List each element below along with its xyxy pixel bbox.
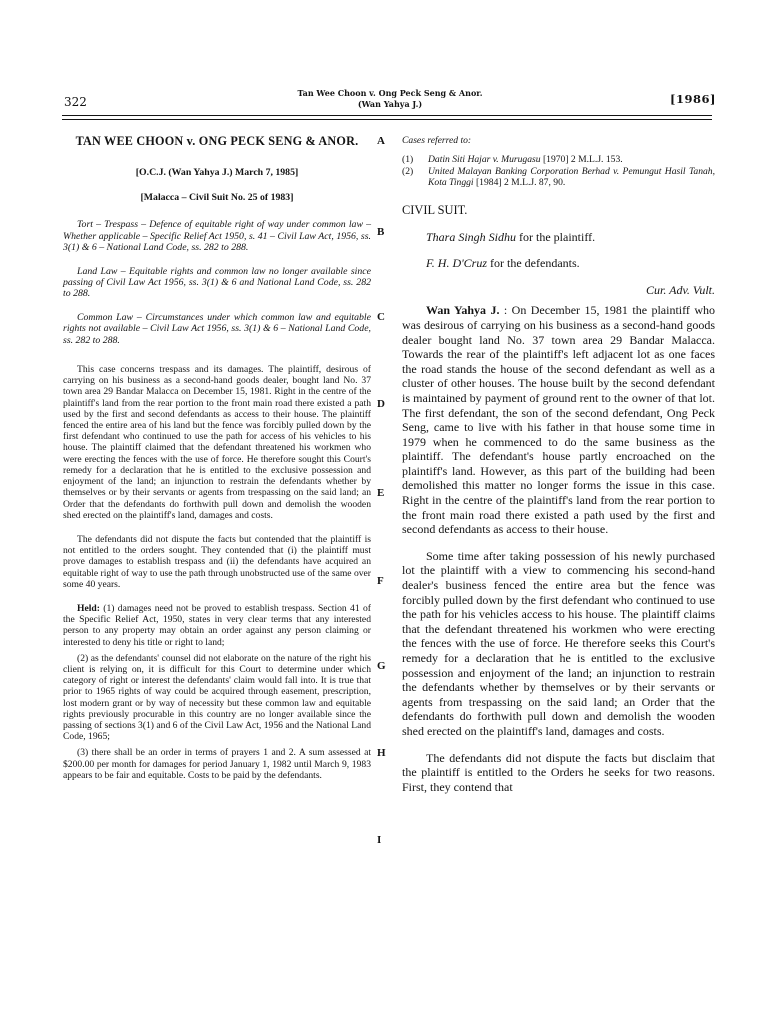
held-2: (2) as the defendants' counsel did not elaborate on the nature of the right his client is relying on, it is difficult for this Court to determine under which category of right or interest the defendants' claim would fall into. It is true that prior to 1965 rights of way could be acquired through easement, prescription, lost modern grant or by way of necessity but these common law and equitable rights previously procurable in this country are no longer available since the passing of sections 3(1) and 6 of the Civil Law Act, 1956 and the National Land Code, 1965; (63, 652, 371, 743)
running-title-judge: (Wan Yahya J.) (357, 99, 423, 109)
cases-list (402, 155, 715, 189)
case-number: (1) (402, 153, 414, 165)
left-column (63, 130, 371, 781)
margin-letter-e: E (377, 487, 385, 499)
case-title: TAN WEE CHOON v. ONG PECK SENG & ANOR. (75, 134, 359, 148)
judgment-paragraph-1-text: : On December 15, 1981 the plaintiff who was desirous of carrying on his business as a second-hand goods dealer bought land No. 37 town area 29 Bandar Malacca. Towards the rear of the plaintiff's left adjacent lot as one faces the road stands the house of the second defendant as well as a cluster of other houses. The house built by the second defendant is maintained by payment of ground rent to the owner of that lot. The first defendant, the son of the second defendant, Ong Peck Seng, came to live with his father in that house some time in 1979 when he commenced to do the same business as the plaintiff. The defendant's house partly encroached on the plaintiff's land. However, as this part of the building had been demolished this matter no longer forms the issue in this case. Right in the centre of the plaintiff's land from the rear portion to the front main road there existed a path used by the first and second defendants as access to their house. (402, 303, 715, 537)
counsel-plaintiff (402, 230, 715, 245)
civil-suit-heading: CIVIL SUIT. (402, 202, 468, 217)
counsel-plaintiff-name: Thara Singh Sidhu (426, 229, 517, 244)
case-item (402, 155, 715, 166)
headnote-facts: This case concerns trespass and its damages. The plaintiff, desirous of carrying on his business as a second-hand goods dealer, bought land No. 37 town area 29 Bandar Malacca on December 15, 1981. Right in the centre of the plaintiff's land from the rear portion to the front main road there existed a path used by the first and second defendants as access to their house. The plaintiff fenced the entire area of his land but the fence was forcibly pulled down by the first defendant who continued to use the path for access of his vehicles to his house. The plaintiff claimed that the defendant threatened his workmen who were erecting the fences with the use of force. He therefore sought this Court's remedy for a declaration that he is entitled to the exclusive possession and enjoyment of the land; an injunction to restrain the defendants whether by themselves or by their servants or agents from trespassing on the said land; an Order that the defendants do forthwith pull down and demolish the wooden shed erected on the plaintiff's land, damages and costs. (63, 364, 371, 521)
catchwords-common-law: Common Law – Circumstances under which common law and equitable rights not available – Civil Law Act 1956, ss. 3(1) & 6 – National Land Code, ss. 282 to 288. (63, 311, 371, 346)
counsel-defendants-role: for the defendants. (487, 256, 580, 271)
judgment-paragraph-2: Some time after taking possession of his newly purchased lot the plaintiff with a view to commencing his second-hand dealer's business fenced the entire area but the fence was forcibly pulled down by the first defendant who continued to use the path for his vehicles access to his house. The plaintiff claims that the defendant threatened his workmen who were erecting the fences with the use of force. He therefore seeks this Court's remedy for a declaration that he is entitled to the exclusive possession and enjoyment of the land; an injunction to restrain the defendants whether by themselves or by their servants or agents from trespassing on the said land; an Order that the defendants do forthwith pull down and demolish the wooden shed erected on the plaintiff's land, damages and costs. (402, 548, 715, 738)
margin-letter-i: I (377, 834, 382, 846)
catchwords-land-law: Land Law – Equitable rights and common law no longer available since passing of Civil Law Act 1956, ss. 3(1) & 6 and National Land Code, ss. 282 to 288. (63, 265, 371, 300)
headnote-contentions: The defendants did not dispute the facts but contended that the plaintiff is not entitled to the orders sought. They contended that (i) the plaintiff must prove damages to establish trespass and (ii) the defendants have acquired an equitable right of way to use the path through unobstructed use of the same over some 40 years. (63, 533, 371, 590)
running-title (230, 88, 550, 110)
margin-letter-d: D (377, 398, 385, 410)
held-keyword: Held: (77, 602, 100, 614)
report-year: [1986] (670, 92, 716, 106)
page-number: 322 (64, 95, 87, 109)
margin-letter-h: H (377, 747, 386, 759)
suit-line: [Malacca – Civil Suit No. 25 of 1983] (140, 192, 294, 204)
case-cite: [1984] 2 M.L.J. 87, 90. (473, 177, 566, 189)
margin-letter-a: A (377, 135, 385, 147)
margin-letter-c: C (377, 311, 385, 323)
counsel-plaintiff-role: for the plaintiff. (516, 229, 596, 244)
page-header (0, 0, 768, 125)
cases-referred-heading: Cases referred to: (402, 135, 472, 146)
judgment-paragraph-3: The defendants did not dispute the facts but disclaim that the plaintiff is entitled to the Orders he seeks for two reasons. First, they contend that (402, 750, 715, 794)
held-3: (3) there shall be an order in terms of prayers 1 and 2. A sum assessed at $200.00 per month for damages for period January 1, 1982 until March 9, 1983 appears to be fair and equitable. Costs to be paid by the defendants. (63, 747, 371, 781)
running-title-case: Tan Wee Choon v. Ong Peck Seng & Anor. (297, 88, 483, 98)
coram-line: [O.C.J. (Wan Yahya J.) March 7, 1985] (135, 167, 299, 178)
cur-adv-vult: Cur. Adv. Vult. (646, 282, 715, 297)
judge-name: Wan Yahya J. (426, 303, 500, 318)
held-1-text: (1) damages need not be proved to establish trespass. Section 41 of the Specific Relief Act, 1950, states in very clear terms that any interested person to any property may obtain an order against any person claiming or interested to deny his title or right to land; (63, 602, 371, 648)
case-number: (2) (402, 166, 414, 178)
case-cite: [1970] 2 M.L.J. 153. (540, 153, 623, 165)
margin-letter-g: G (377, 660, 386, 672)
catchwords-tort: Tort – Trespass – Defence of equitable right of way under common law – Whether applicable – Specific Relief Act 1950, s. 41 – Civil Law Act, 1956, ss. 3(1) & 6 – National Land Code, ss. 282 to 288. (63, 219, 371, 254)
header-rule-thin (62, 119, 712, 120)
case-item (402, 167, 715, 189)
margin-letter-b: B (377, 226, 385, 238)
judgment-paragraph-1 (402, 303, 715, 537)
header-rule-thick (62, 115, 712, 116)
case-name: United Malayan Banking Corporation Berhad v. Pemungut Hasil Tanah, Kota Tinggi (428, 166, 715, 189)
counsel-defendants-name: F. H. D'Cruz (426, 256, 488, 271)
case-name: Datin Siti Hajar v. Murugasu (428, 153, 541, 165)
case-citation (428, 155, 715, 166)
counsel-defendants (402, 256, 715, 271)
margin-letter-f: F (377, 575, 384, 587)
right-column (402, 134, 715, 794)
held-1 (63, 603, 371, 648)
case-citation (428, 167, 715, 189)
